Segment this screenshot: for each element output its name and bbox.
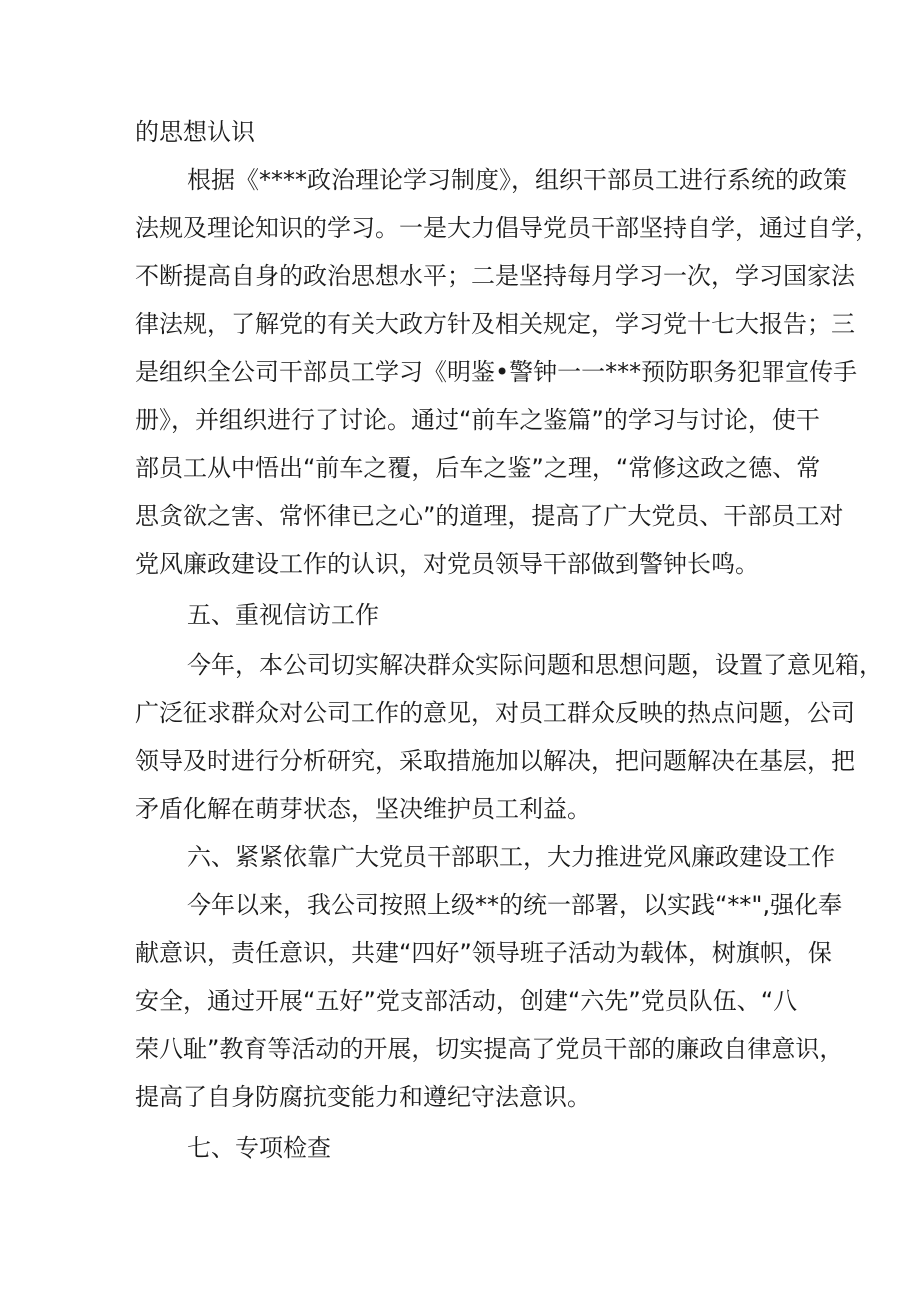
section-heading-5: 五、重视信访工作 bbox=[187, 601, 379, 629]
body-text-line: 提高了自身防腐抗变能力和遵纪守法意识。 bbox=[135, 1083, 591, 1111]
body-text-line: 册》，并组织进行了讨论。通过“前车之鉴篇”的学习与讨论，使干 bbox=[135, 406, 820, 434]
body-text-line: 律法规，了解党的有关大政方针及相关规定，学习党十七大报告；三 bbox=[135, 310, 855, 338]
body-text-line: 献意识，责任意识，共建“四好”领导班子活动为载体，树旗帜，保 bbox=[135, 939, 832, 967]
body-text-line: 不断提高自身的政治思想水平；二是坚持每月学习一次，学习国家法 bbox=[135, 262, 855, 290]
section-heading-7: 七、专项检查 bbox=[187, 1134, 331, 1162]
paragraph-first-line: 今年以来，我公司按照上级**的统一部署，以实践“**",强化奉 bbox=[187, 891, 843, 919]
body-text-line: 荣八耻”教育等活动的开展，切实提高了党员干部的廉政自律意识， bbox=[135, 1035, 844, 1063]
body-text-line: 法规及理论知识的学习。一是大力倡导党员干部坚持自学，通过自学， bbox=[135, 214, 879, 242]
body-text-line: 是组织全公司干部员工学习《明鉴•警钟一一***预防职务犯罪宣传手 bbox=[135, 358, 858, 386]
body-text-line: 广泛征求群众对公司工作的意见，对员工群众反映的热点问题，公司 bbox=[135, 699, 855, 727]
body-text-line: 党风廉政建设工作的认识，对党员领导干部做到警钟长鸣。 bbox=[135, 550, 759, 578]
body-text-line: 矛盾化解在萌芽状态，坚决维护员工利益。 bbox=[135, 795, 591, 823]
paragraph-first-line: 根据《****政治理论学习制度》，组织干部员工进行系统的政策 bbox=[187, 166, 847, 194]
body-text-line: 安全，通过开展“五好”党支部活动，创建“六先”党员队伍、“八 bbox=[135, 987, 798, 1015]
paragraph-first-line: 今年，本公司切实解决群众实际问题和思想问题，设置了意见箱， bbox=[187, 651, 883, 679]
section-heading-6: 六、紧紧依靠广大党员干部职工，大力推进党风廉政建设工作 bbox=[187, 843, 835, 871]
body-text-line: 的思想认识 bbox=[135, 118, 255, 146]
body-text-line: 部员工从中悟出“前车之覆，后车之鉴”之理，“常修这政之德、常 bbox=[135, 454, 821, 482]
body-text-line: 领导及时进行分析研究，采取措施加以解决，把问题解决在基层，把 bbox=[135, 747, 855, 775]
body-text-line: 思贪欲之害、常怀律已之心”的道理，提高了广大党员、干部员工对 bbox=[135, 502, 844, 530]
